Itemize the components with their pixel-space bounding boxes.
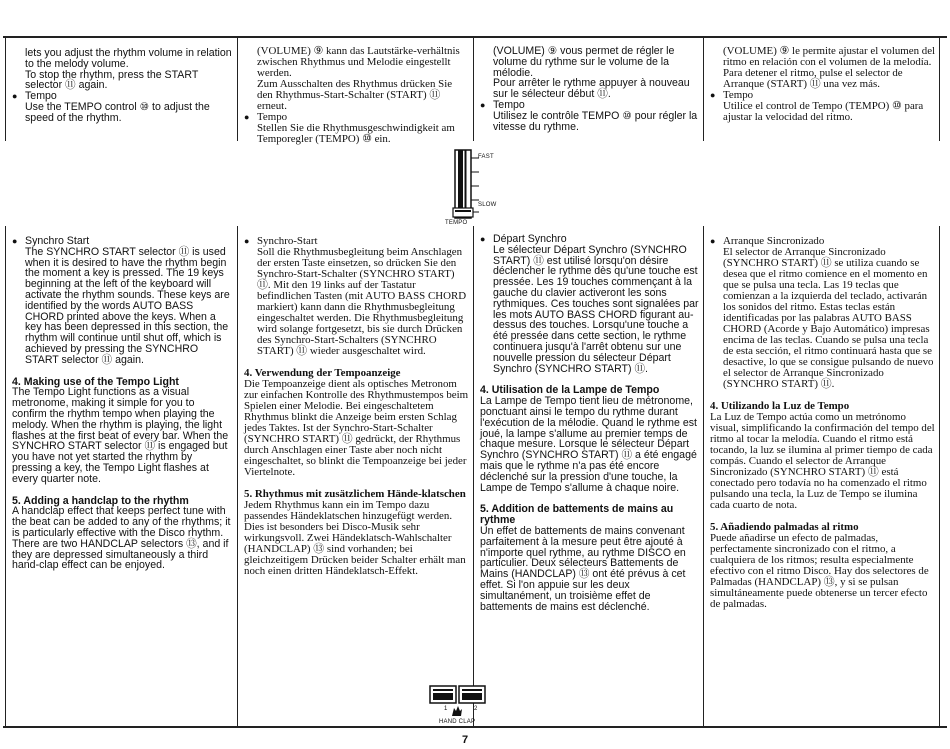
column-divider <box>237 226 238 726</box>
tempo-paragraph: Utilisez le contrôle TEMPO ⑩ pour régler la vitesse du rythme. <box>493 109 698 133</box>
tempo-bullet: ● Tempo <box>244 112 470 123</box>
volume-paragraph: lets you adjust the rhythm volume in relation to the melody volume. <box>25 47 232 70</box>
column-divider <box>473 37 474 141</box>
tempo-bullet: ● Tempo <box>480 100 700 111</box>
section-5-paragraph: Jedem Rhythmus kann ein im Tempo dazu passendes Händeklatschen hinzugefügt werden. Dies ist besonders bei Disco-Musik sehr wirkungsvoll. Zwei Händeklatsch-Wahlschalter (HANDCLAP) ⑬ sind vorhanden; bei gleichzeitigem Drücken beider Schalter erhält man noch einen dritten Händeklatsch-Effekt. <box>244 499 466 577</box>
column-divider <box>703 37 704 141</box>
hand-icon <box>452 706 462 716</box>
tempo-label: TEMPO <box>445 220 468 226</box>
section-5-heading: 5. Rhythmus mit zusätzlichem Hände-klatschen <box>244 488 466 500</box>
synchro-start-paragraph: Soll die Rhythmusbegleitung beim Anschlagen der ersten Taste einsetzen, so drücken Sie den Synchro-Start-Schalter (SYNCHRO START) ⑪. Mit den 19 links auf der Tastatur befindlichen Tasten (mit AUTO BASS CHORD markiert) kann dann die Rhythmusbegleitung eingeschaltet werden. Die Rhythmusbegleitung wird solange fortgesetzt, bis sie durch Drücken des Synchro-Start-Schalters (SYNCHRO START) ⑪ wieder ausgeschaltet wird. <box>257 246 467 357</box>
handclap-label: HAND CLAP <box>439 719 476 725</box>
handclap-2-label: 2 <box>474 706 478 712</box>
column-spanish-lower <box>710 236 936 610</box>
column-german <box>244 46 470 145</box>
section-4-heading: 4. Utilisation de la Lampe de Tempo <box>480 384 660 397</box>
synchro-start-bullet: ● Synchro-Start <box>244 236 470 247</box>
handclap-buttons-icon <box>426 684 490 720</box>
tempo-paragraph: Use the TEMPO control ⑩ to adjust the speed of the rhythm. <box>25 100 210 124</box>
synchro-start-bullet: ● Arranque Sincronizado <box>710 236 936 247</box>
synchro-start-paragraph: The SYNCHRO START selector ⑪ is used when it is desired to have the rhythm begin the moment a key is pressed. The 19 keys beginning at the left of the keyboard will activate the rhythm sounds. These keys are identified by the words AUTO BASS CHORD printed above the keys. When a key has been depressed in this section, the rhythm will continue until shut off, which is achieved by pressing the SYNCHRO START selector ⑪ again. <box>25 245 230 366</box>
section-5-paragraph: Un effet de battements de mains convenant parfaitement à la mesure peut être ajouté à n'importe quel rythme, au rythme DISCO en particulier. Deux sélecteurs Battements de Mains (HANDCLAP) ⑬ ont été prévus à cet effet. Si l'on appuie sur les deux simultanément, un troisième effet de battements de mains est déclenché. <box>480 524 686 613</box>
tempo-bullet: ● Tempo <box>12 91 232 102</box>
synchro-start-bullet: ● Synchro Start <box>12 236 232 247</box>
column-divider <box>5 226 6 726</box>
synchro-start-paragraph: Le sélecteur Départ Synchro (SYNCHRO START) ⑪ est utilisé lorsqu'on désire déclencher le rythme dès qu'une touche est pressée. Les 19 touches commençant à la gauche du clavier activeront les sons rythmiques. Ces touches sont signalées par les mots AUTO BASS CHORD figurant au-dessus des touches. Lorsqu'une touche a été pressée dans cette section, le rythme continuera jusqu'à l'arrêt obtenu sur une nouvelle pression du sélecteur Départ Synchro (SYNCHRO START) ⑪. <box>493 243 699 375</box>
stop-rhythm-paragraph: Para detener el ritmo, pulse el selector de Arranque (START) ⑪ una vez más. <box>723 67 903 90</box>
column-divider <box>703 226 704 726</box>
volume-paragraph: (VOLUME) ⑨ kann das Lautstärke-verhältnis zwischen Rhythmus und Melodie eingestellt werden. <box>257 45 460 79</box>
section-4-paragraph: The Tempo Light functions as a visual metronome, making it simple for you to confirm the rhythm tempo when playing the melody. When the rhythm is playing, the light flashes at the first beat of every bar. When the SYNCHRO START selector ⑪ is engaged but you have not yet started the rhythm by pressing a key, the Tempo Light flashes at every quarter note. <box>12 386 229 485</box>
column-german-lower <box>244 236 470 577</box>
section-4-paragraph: La Lampe de Tempo tient lieu de métronome, ponctuant ainsi le tempo du rythme durant l'exécution de la mélodie. Quand le rythme est joué, la lampe s'allume au premier temps de chaque mesure. Lorsque le sélecteur Départ Synchro (SYNCHRO START) ⑪ a été engagé mais que le rythme n'a pas été encore déclenché sur la pression d'une touche, la Lampe de Tempo s'allume à chaque noire. <box>480 395 697 494</box>
stop-rhythm-paragraph: Zum Ausschalten des Rhythmus drücken Sie den Rhythmus-Start-Schalter (START) ⑪ erneut. <box>257 78 453 112</box>
bottom-rule <box>3 726 947 728</box>
section-5-heading: 5. Adding a handclap to the rhythm <box>12 494 189 507</box>
section-5-paragraph: Puede añadirse un efecto de palmadas, perfectamente sincronizado con el ritmo, a cualquiera de los ritmos; resulta especialmente efectivo con el ritmo Disco. Hay dos selectores de Palmadas (HANDCLAP) ⑬, y si se pulsan simultáneamente puede obtenerse un tercer efecto de palmadas. <box>710 532 929 610</box>
tempo-bullet: ● Tempo <box>710 90 936 101</box>
section-5-paragraph: A handclap effect that keeps perfect tune with the beat can be added to any of the rhythms; it is particularly effective with the Disco rhythm. There are two HANDCLAP selectors ⑬, and if they are depressed simultaneously a third hand-clap effect can be enjoyed. <box>12 505 231 572</box>
top-rule <box>3 36 947 38</box>
column-divider <box>473 226 474 726</box>
tempo-paragraph: Utilice el control de Tempo (TEMPO) ⑩ para ajustar la velocidad del ritmo. <box>723 100 924 123</box>
section-4-heading: 4. Utilizando la Luz de Tempo <box>710 400 850 412</box>
column-divider <box>237 37 238 141</box>
column-divider <box>939 37 940 141</box>
section-4-heading: 4. Making use of the Tempo Light <box>12 375 179 388</box>
synchro-start-paragraph: El selector de Arranque Sincronizado (SYNCHRO START) ⑪ se utiliza cuando se desea que el ritmo comience en el momento en que se pulsa una tecla. Las 19 teclas que comienzan a la izquierda del teclado, activarán los sonidos del ritmo. Estas teclas están identificadas por las palabras AUTO BASS CHORD (Acorde y Bajo Automático) impresas encima de las teclas. Cuando se pulsa una tecla de esta sección, el ritmo continuará hasta que se desactive, lo que se consigue pulsando de nuevo el selector de Arranque Sincronizado (SYNCHRO START) ⑪. <box>723 246 934 390</box>
column-english <box>12 48 232 124</box>
handclap-figure <box>426 684 490 720</box>
column-spanish <box>710 46 936 123</box>
synchro-start-bullet: ● Départ Synchro <box>480 234 700 245</box>
column-divider <box>939 226 940 726</box>
column-english-lower <box>12 236 232 571</box>
stop-rhythm-paragraph: Pour arrêter le rythme appuyer à nouveau sur le sélecteur début ⑪. <box>493 77 690 101</box>
column-divider <box>5 37 6 141</box>
column-french-lower <box>480 234 700 612</box>
section-4-heading: 4. Verwendung der Tempoanzeige <box>244 367 401 379</box>
column-french <box>480 46 700 132</box>
section-5-heading: 5. Añadiendo palmadas al ritmo <box>710 521 859 533</box>
tempo-paragraph: Stellen Sie die Rhythmusgeschwindigkeit am Temporegler (TEMPO) ⑩ ein. <box>257 122 455 145</box>
tempo-fast-label: FAST <box>478 154 494 160</box>
handclap-1-label: 1 <box>444 706 448 712</box>
page-number: 7 <box>462 734 469 746</box>
volume-paragraph: (VOLUME) ⑨ vous permet de régler le volume du rythme sur le volume de la mélodie. <box>493 45 675 79</box>
section-4-paragraph: Die Tempoanzeige dient als optisches Metronom zur einfachen Kontrolle des Rhythmustempos beim Spielen einer Melodie. Bei eingeschaltetem Rhythmus blinkt die Anzeige beim ersten Schlag jedes Taktes. Ist der Synchro-Start-Schalter (SYNCHRO START) ⑪ gedrückt, der Rhythmus durch Anschlagen einer Taste aber noch nicht eingeschaltet, so blinkt die Tempoanzeige bei jeder Viertelnote. <box>244 378 469 478</box>
section-4-paragraph: La Luz de Tempo actúa como un metrónomo visual, simplificando la confirmación del tempo del ritmo al tocar la melodía. Cuando el ritmo está tocando, la luz se ilumina al primer tiempo de cada compás. Cuando el selector de Arranque Sincronizado (SYNCHRO START) ⑪ está conectado pero todavía no ha comenzado el ritmo pulsando una tecla, la Luz de Tempo se ilumina cada cuarto de nota. <box>710 411 935 511</box>
volume-paragraph: (VOLUME) ⑨ le permite ajustar el volumen del ritmo en relación con el volumen de la melodía. <box>723 45 936 68</box>
section-5-heading: 5. Addition de battements de mains au rythme <box>480 503 674 527</box>
tempo-slow-label: SLOW <box>478 202 497 208</box>
stop-rhythm-paragraph: To stop the rhythm, press the START selector ⑪ again. <box>25 68 199 92</box>
